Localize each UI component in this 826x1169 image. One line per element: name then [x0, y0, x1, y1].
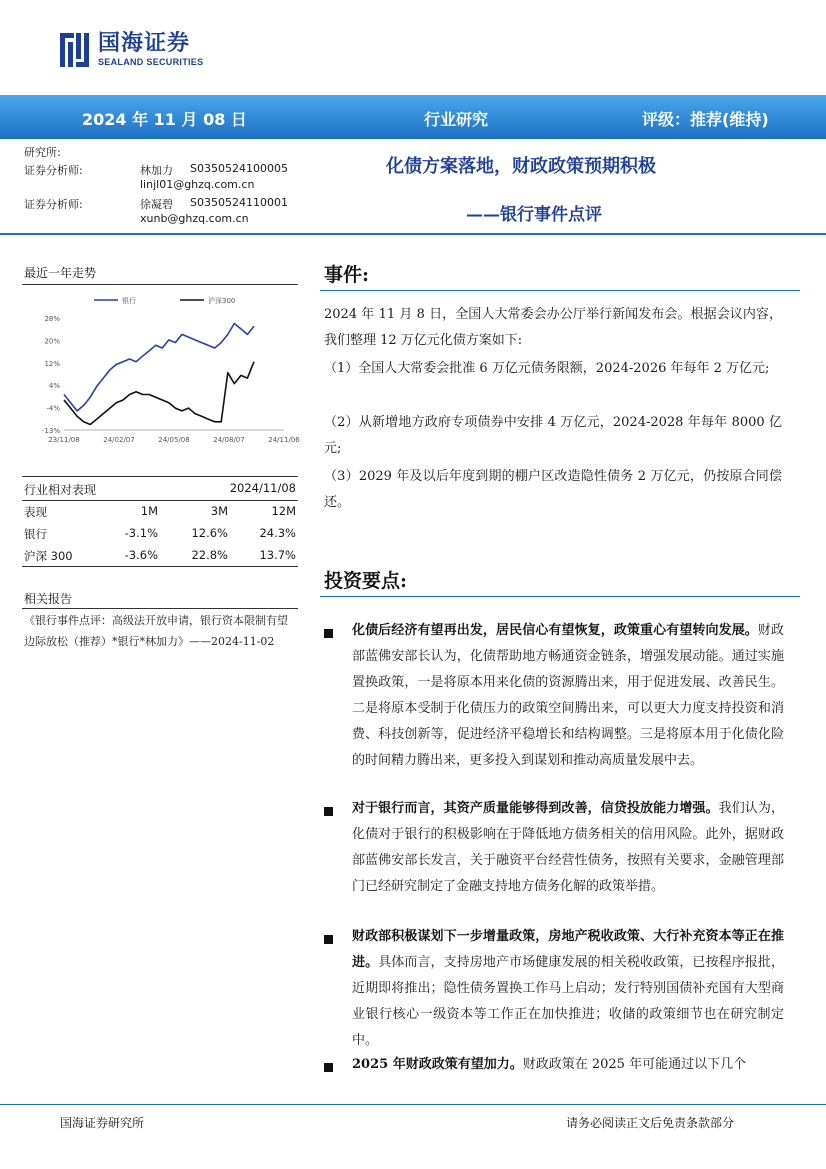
- legend-label: 银行: [122, 297, 136, 305]
- analyst2-email[interactable]: xunb@ghzq.com.cn: [140, 212, 249, 225]
- invest-point-4-text: 财政政策在 2025 年可能通过以下几个: [522, 1057, 747, 1072]
- analyst1-email[interactable]: linjl01@ghzq.com.cn: [140, 178, 255, 191]
- footer-right: 请务必阅读正文后免责条款部分: [566, 1116, 735, 1130]
- y-tick-label: -13%: [41, 427, 60, 435]
- perf-row-1m: -3.1%: [124, 526, 158, 540]
- perf-row-name: 沪深 300: [24, 549, 73, 563]
- perf-bottom-divider: [22, 566, 298, 567]
- x-tick-label: 24/11/06: [268, 436, 300, 444]
- institute-label: 研究所:: [24, 146, 61, 159]
- sealand-logo-icon: [58, 31, 92, 69]
- perf-head-row: [22, 478, 298, 500]
- invest-heading: 投资要点:: [324, 570, 408, 592]
- brand-name-cn: 国海证券: [98, 31, 191, 56]
- perf-col-1m: 1M: [140, 504, 158, 518]
- related-report[interactable]: 《银行事件点评：高级法开放申请，银行资本限制有望边际放松（推荐）*银行*林加力》——2024-11-02: [24, 614, 288, 648]
- header-divider: [0, 233, 826, 235]
- y-tick-label: 28%: [44, 315, 60, 323]
- invest-point-4-bold: 2025 年财政政策有望加力。: [352, 1057, 523, 1072]
- invest-point-2-bold: 对于银行而言，其资产质量能够得到改善，信贷投放能力增强。: [352, 801, 719, 816]
- perf-row-3m: 22.8%: [191, 548, 228, 562]
- x-tick-label: 24/08/07: [213, 436, 245, 444]
- perf-date: 2024/11/08: [229, 481, 296, 495]
- perf-row-3m: 12.6%: [191, 526, 228, 540]
- brand-name-en: SEALAND SECURITIES: [98, 57, 204, 67]
- brand-logo: [58, 30, 203, 70]
- report-type: 行业研究: [424, 110, 489, 129]
- bullet-icon: [324, 1056, 348, 1068]
- report-subtitle: ——银行事件点评: [466, 205, 602, 225]
- x-tick-label: 24/05/08: [158, 436, 190, 444]
- event-item-2: （2）从新增地方政府专项债券中安排 4 万亿元，2024-2028 年每年 8000 亿元;: [324, 415, 782, 456]
- perf-table: [22, 478, 298, 567]
- perf-row-12m: 13.7%: [259, 548, 296, 562]
- footer-left: 国海证券研究所: [60, 1116, 145, 1130]
- y-tick-label: -4%: [46, 404, 60, 413]
- table-row: [22, 545, 298, 567]
- event-heading: 事件:: [324, 264, 370, 286]
- invest-point-2: [352, 796, 784, 900]
- footer-divider: [0, 1104, 826, 1105]
- perf-col-12m: 12M: [271, 504, 296, 518]
- trend-chart: [22, 288, 300, 448]
- invest-point-3: [352, 924, 784, 1054]
- perf-col-row: [22, 501, 298, 523]
- invest-point-1-text: 财政部蓝佛安部长认为，化债帮助地方畅通资金链条，增强发展动能。通过实施置换政策，一是将原本用来化债的资源腾出来，用于促进发展、改善民生。二是将原本受制于化债压力的政策空间腾出来，可以更大力度支持投资和消费、科技创新等，促进经济平稳增长和结构调整。三是将原本用于化债化险的时间精力腾出来，更多投入到谋划和推动高质量发展中去。: [352, 623, 784, 768]
- bullet-icon: [324, 800, 348, 812]
- perf-row-1m: -3.6%: [124, 548, 158, 562]
- bullet-icon: [324, 622, 348, 634]
- analyst2-cert: S0350524110001: [190, 196, 288, 209]
- trend-heading: 最近一年走势: [24, 266, 97, 280]
- header-banner: [0, 95, 826, 139]
- event-item-3: （3）2029 年及以后年度到期的棚户区改造隐性债务 2 万亿元，仍按原合同偿还。: [324, 469, 782, 510]
- perf-heading: 行业相对表现: [24, 483, 97, 497]
- y-tick-label: 20%: [44, 337, 60, 346]
- perf-col-3m: 3M: [210, 504, 228, 518]
- invest-divider: [320, 596, 800, 597]
- invest-point-1: [352, 618, 784, 774]
- invest-point-4: [352, 1052, 784, 1078]
- y-tick-label: 4%: [48, 382, 60, 391]
- event-divider: [320, 290, 800, 291]
- trend-divider: [22, 284, 298, 285]
- event-intro: 2024 年 11 月 8 日，全国人大常委会办公厅举行新闻发布会。根据会议内容，我们整理 12 万亿元化债方案如下:: [324, 307, 782, 348]
- invest-point-1-bold: 化债后经济有望再出发，居民信心有望恢复，政策重心有望转向发展。: [352, 623, 758, 638]
- related-heading: 相关报告: [24, 592, 73, 606]
- x-tick-label: 23/11/08: [48, 436, 80, 444]
- bullet-icon: [324, 928, 348, 940]
- event-item-1: （1）全国人大常委会批准 6 万亿元债务限额，2024-2026 年每年 2 万亿元;: [324, 361, 770, 376]
- legend-label: 沪深300: [208, 297, 236, 305]
- invest-point-3-bold: 财政部积极谋划下一步增量政策，房地产税收政策、大行补充资本等正在推进。: [352, 929, 784, 970]
- table-row: [22, 523, 298, 545]
- chart-bottom-divider: [22, 476, 298, 477]
- perf-col-label: 表现: [24, 505, 47, 519]
- analyst1-name: 林加力: [140, 164, 173, 177]
- perf-row-12m: 24.3%: [259, 526, 296, 540]
- analyst2-label: 证券分析师:: [24, 198, 83, 211]
- analyst1-cert: S0350524100005: [190, 162, 288, 175]
- invest-point-2-text: 我们认为，化债对于银行的积极影响在于降低地方债务相关的信用风险。此外，据财政部蓝佛安部长发言，关于融资平台经营性债务，按照有关要求，金融管理部门已经研究制定了金融支持地方债务化解的政策举措。: [352, 801, 784, 894]
- x-tick-label: 24/02/07: [103, 436, 135, 444]
- rating: 评级：推荐(维持): [642, 110, 769, 129]
- analyst-label: 证券分析师:: [24, 164, 83, 177]
- perf-row-name: 银行: [24, 527, 47, 541]
- related-divider: [22, 608, 298, 609]
- invest-point-3-text: 具体而言，支持房地产市场健康发展的相关税收政策，已按程序报批，近期即将推出；隐性债务置换工作马上启动；发行特别国债补充国有大型商业银行核心一级资本等工作正在加快推进；收储的政策细节也在研究制定中。: [352, 955, 784, 1048]
- y-tick-label: 12%: [44, 359, 60, 368]
- report-date: 2024 年 11 月 08 日: [82, 110, 247, 129]
- report-title: 化债方案落地，财政政策预期积极: [386, 156, 656, 177]
- analyst2-name: 徐凝碧: [140, 198, 173, 211]
